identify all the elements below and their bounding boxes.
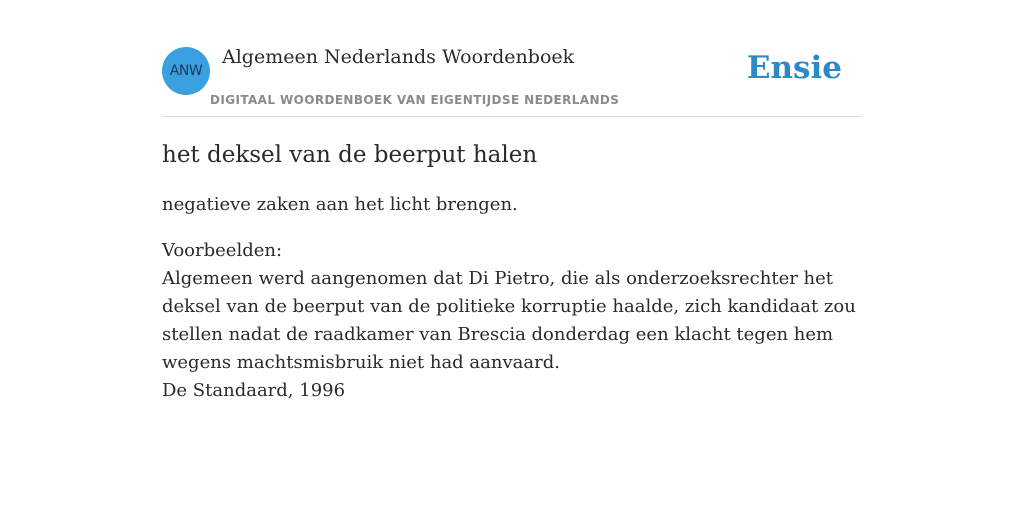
logo-text: ANW (169, 63, 203, 79)
site-subtitle: DIGITAAL WOORDENBOEK VAN EIGENTIJDSE NEDERLANDS (210, 93, 620, 107)
entry-content (162, 140, 862, 405)
examples-block (162, 237, 862, 405)
entry-title: het deksel van de beerput halen (162, 142, 538, 168)
site-title[interactable]: Algemeen Nederlands Woordenboek (222, 46, 575, 68)
example-text: Algemeen werd aangenomen dat Di Pietro, die als onderzoeksrechter het deksel van de beerput van de politieke korruptie haalde, zich kandidaat zou stellen nadat de raadkamer van Brescia donderdag een klacht tegen hem wegens machtsmisbruik niet had aanvaard. (162, 268, 856, 373)
site-header (162, 0, 862, 117)
entry-definition: negatieve zaken aan het licht brengen. (162, 194, 518, 215)
example-source: De Standaard, 1996 (162, 380, 346, 401)
anw-logo[interactable] (162, 47, 210, 95)
ensie-brand-link[interactable]: Ensie (746, 50, 842, 86)
examples-label: Voorbeelden: (162, 240, 283, 261)
